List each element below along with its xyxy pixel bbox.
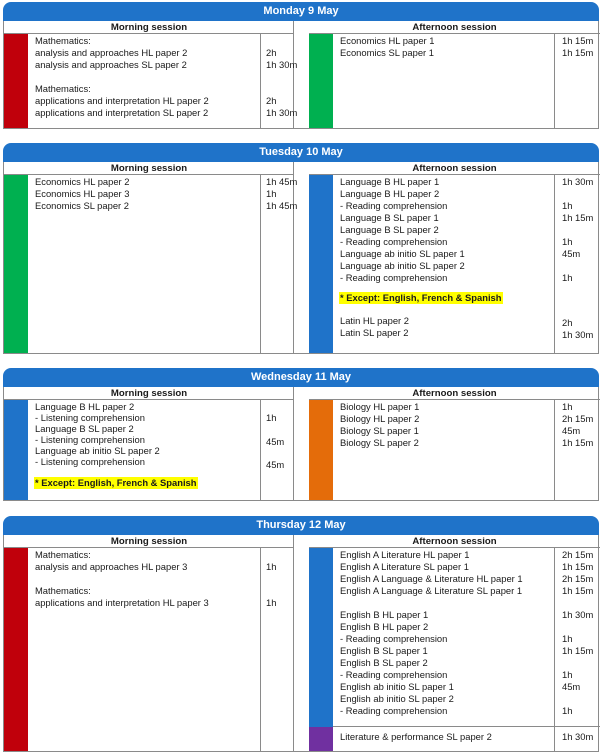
duration-column xyxy=(261,175,298,353)
subject-column xyxy=(28,548,261,751)
morning-session-label: Morning session xyxy=(4,535,294,548)
day-tuesday xyxy=(3,143,599,354)
subject-line: applications and interpretation SL paper 2 xyxy=(35,107,209,118)
subject-line: English B SL paper 2 xyxy=(340,657,428,668)
morning-session-label: Morning session xyxy=(4,162,294,175)
subject-line: Language ab initio SL paper 2 xyxy=(35,445,160,456)
subject-column xyxy=(333,175,555,353)
subject-column xyxy=(333,400,555,500)
subject-line: - Listening comprehension xyxy=(35,412,145,423)
subject-line: English B HL paper 2 xyxy=(340,621,429,632)
mathematics-color-bar xyxy=(4,548,28,751)
subject-line: English B SL paper 1 xyxy=(340,645,428,656)
duration: 2h xyxy=(266,47,277,58)
afternoon-session xyxy=(309,21,600,128)
afternoon-session-label: Afternoon session xyxy=(309,535,600,548)
subject-line: English A Literature HL paper 1 xyxy=(340,549,470,560)
duration: 1h 15m xyxy=(562,212,594,223)
day-thursday xyxy=(3,516,599,752)
language-color-bar xyxy=(4,400,28,500)
duration: 2h xyxy=(266,95,277,106)
arts-color-bar xyxy=(309,727,333,751)
duration: 1h 45m xyxy=(266,200,298,211)
subject-line: Economics SL paper 1 xyxy=(340,47,434,58)
morning-session-label: Morning session xyxy=(4,21,294,34)
day-title: Tuesday 10 May xyxy=(3,143,599,162)
duration: 1h 15m xyxy=(562,585,594,596)
morning-session xyxy=(4,387,294,500)
subject-line: - Reading comprehension xyxy=(340,669,448,680)
afternoon-session xyxy=(309,162,600,353)
subject-line: - Reading comprehension xyxy=(340,236,448,247)
duration: 1h xyxy=(266,412,277,423)
subject-line: Mathematics: xyxy=(35,585,91,596)
day-wednesday xyxy=(3,368,599,501)
subject-column xyxy=(333,34,555,128)
day-title: Thursday 12 May xyxy=(3,516,599,535)
subject-column xyxy=(28,400,261,500)
duration: 1h 15m xyxy=(562,47,594,58)
duration: 1h xyxy=(562,401,573,412)
subject-line: Mathematics: xyxy=(35,83,91,94)
subject-line: Literature & performance SL paper 2 xyxy=(340,731,492,742)
morning-session xyxy=(4,21,298,128)
mathematics-color-bar xyxy=(4,34,28,128)
subject-line: English A Language & Literature SL paper 1 xyxy=(340,585,523,596)
duration: 45m xyxy=(562,425,581,436)
subject-line: Language ab initio SL paper 1 xyxy=(340,248,465,259)
subject-line: Latin SL paper 2 xyxy=(340,327,409,338)
subject-line: English A Literature SL paper 1 xyxy=(340,561,469,572)
day-title: Wednesday 11 May xyxy=(3,368,599,387)
day-body xyxy=(3,162,599,354)
afternoon-session xyxy=(309,387,600,500)
duration: 1h 15m xyxy=(562,645,594,656)
subject-line: English ab initio SL paper 1 xyxy=(340,681,454,692)
duration-column xyxy=(261,400,294,500)
duration-column xyxy=(261,34,298,128)
language-exception-note: * Except: English, French & Spanish xyxy=(35,477,197,488)
language-color-bar xyxy=(309,548,333,727)
duration: 1h xyxy=(562,236,573,247)
row-divider xyxy=(555,726,600,727)
morning-session-label: Morning session xyxy=(4,387,294,400)
subject-line: Economics SL paper 2 xyxy=(35,200,129,211)
duration: 1h xyxy=(562,272,573,283)
subject-column xyxy=(28,34,261,128)
afternoon-session-label: Afternoon session xyxy=(309,387,600,400)
subject-line: - Listening comprehension xyxy=(35,434,145,445)
subject-line: Biology SL paper 1 xyxy=(340,425,419,436)
duration-column xyxy=(555,34,600,128)
subject-line: Language B HL paper 1 xyxy=(340,176,440,187)
duration: 1h 30m xyxy=(562,176,594,187)
duration-column xyxy=(555,548,600,751)
subject-line: Language ab initio SL paper 2 xyxy=(340,260,465,271)
subject-line: analysis and approaches SL paper 2 xyxy=(35,59,187,70)
duration: 1h xyxy=(562,705,573,716)
subject-line: English A Language & Literature HL paper 1 xyxy=(340,573,523,584)
morning-session xyxy=(4,162,298,353)
duration: 1h 15m xyxy=(562,35,594,46)
day-body xyxy=(3,535,599,752)
morning-session xyxy=(4,535,294,751)
language-exception-note: * Except: English, French & Spanish xyxy=(340,292,502,303)
day-monday xyxy=(3,2,599,129)
duration: 1h xyxy=(266,188,277,199)
duration: 1h 30m xyxy=(562,731,594,742)
row-divider xyxy=(333,726,555,727)
duration: 45m xyxy=(266,436,285,447)
subject-line: English ab initio SL paper 2 xyxy=(340,693,454,704)
duration: 45m xyxy=(562,248,581,259)
subject-line: Language B SL paper 2 xyxy=(35,423,134,434)
subject-line: Language B SL paper 2 xyxy=(340,224,439,235)
day-body xyxy=(3,21,599,129)
duration: 1h 15m xyxy=(562,437,594,448)
duration: 45m xyxy=(562,681,581,692)
subject-line: Biology SL paper 2 xyxy=(340,437,419,448)
duration: 2h 15m xyxy=(562,413,594,424)
subject-line: - Reading comprehension xyxy=(340,272,448,283)
subject-line: Mathematics: xyxy=(35,549,91,560)
day-title: Monday 9 May xyxy=(3,2,599,21)
duration: 45m xyxy=(266,459,285,470)
subject-line: - Reading comprehension xyxy=(340,705,448,716)
subject-line: Economics HL paper 3 xyxy=(35,188,130,199)
subject-line: Mathematics: xyxy=(35,35,91,46)
subject-line: applications and interpretation HL paper 3 xyxy=(35,597,209,608)
duration-column xyxy=(555,400,600,500)
duration: 1h xyxy=(266,561,277,572)
subject-line: Economics HL paper 1 xyxy=(340,35,435,46)
duration: 1h 15m xyxy=(562,561,594,572)
subject-line: - Reading comprehension xyxy=(340,200,448,211)
individuals-color-bar xyxy=(4,175,28,353)
subject-line: English B HL paper 1 xyxy=(340,609,429,620)
duration: 1h 45m xyxy=(266,176,298,187)
duration: 2h 15m xyxy=(562,573,594,584)
subject-line: Latin HL paper 2 xyxy=(340,315,409,326)
individuals-color-bar xyxy=(309,34,333,128)
subject-line: Language B HL paper 2 xyxy=(35,401,135,412)
duration: 1h xyxy=(562,200,573,211)
subject-line: applications and interpretation HL paper 2 xyxy=(35,95,209,106)
science-color-bar xyxy=(309,400,333,500)
duration-column xyxy=(261,548,294,751)
subject-line: analysis and approaches HL paper 2 xyxy=(35,47,188,58)
duration: 1h 30m xyxy=(562,329,594,340)
subject-line: - Listening comprehension xyxy=(35,456,145,467)
duration: 1h 30m xyxy=(266,59,298,70)
duration: 1h 30m xyxy=(562,609,594,620)
duration-column xyxy=(555,175,600,353)
language-color-bar xyxy=(309,175,333,353)
subject-column xyxy=(28,175,261,353)
duration: 1h 30m xyxy=(266,107,298,118)
duration: 1h xyxy=(266,597,277,608)
subject-line: Economics HL paper 2 xyxy=(35,176,130,187)
subject-line: - Reading comprehension xyxy=(340,633,448,644)
duration: 1h xyxy=(562,633,573,644)
afternoon-session xyxy=(309,535,600,751)
afternoon-session-label: Afternoon session xyxy=(309,162,600,175)
subject-line: Biology HL paper 2 xyxy=(340,413,420,424)
day-body xyxy=(3,387,599,501)
duration: 2h xyxy=(562,317,573,328)
subject-line: Language B SL paper 1 xyxy=(340,212,439,223)
afternoon-session-label: Afternoon session xyxy=(309,21,600,34)
duration: 1h xyxy=(562,669,573,680)
subject-line: Language B HL paper 2 xyxy=(340,188,440,199)
duration: 2h 15m xyxy=(562,549,594,560)
subject-line: Biology HL paper 1 xyxy=(340,401,420,412)
subject-column xyxy=(333,548,555,751)
subject-line: analysis and approaches HL paper 3 xyxy=(35,561,188,572)
